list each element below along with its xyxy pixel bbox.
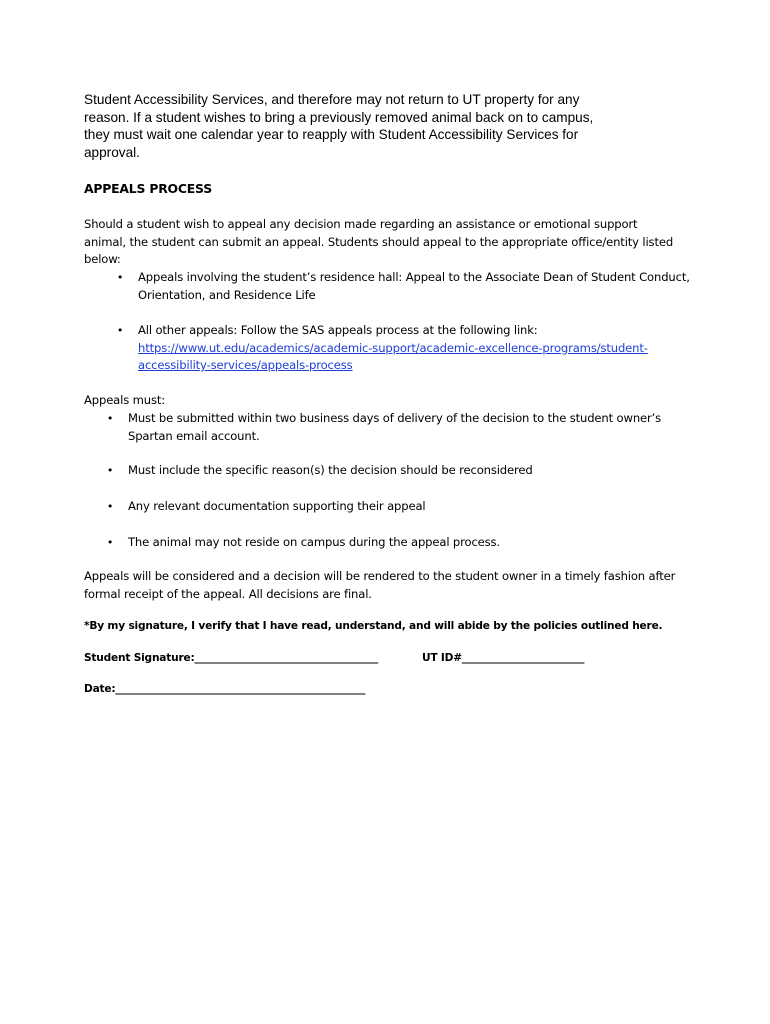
bullet-icon: •	[106, 500, 114, 513]
appeals-heading: APPEALS PROCESS	[84, 181, 212, 196]
appeals-intro-line: animal, the student can submit an appeal. Students should appeal to the appropriate office/entity listed	[84, 234, 674, 249]
appeals-intro-paragraph	[84, 216, 704, 269]
appeals-must-label	[84, 392, 704, 410]
student-signature-field[interactable]: Student Signature:____________________________________	[84, 652, 378, 664]
intro-line: Student Accessibility Services, and therefore may not return to UT property for any	[84, 92, 580, 107]
requirement-line: The animal may not reside on campus during the appeal process.	[128, 535, 500, 549]
appeal-option-line: All other appeals: Follow the SAS appeals process at the following link:	[138, 323, 538, 337]
appeal-option-line: Appeals involving the student’s residence hall: Appeal to the Associate Dean of Student Conduct,	[138, 270, 690, 284]
bullet-icon: •	[116, 271, 124, 284]
closing-paragraph	[84, 568, 704, 603]
bullet-icon: •	[106, 464, 114, 477]
ut-id-field[interactable]: UT ID#________________________	[422, 652, 585, 664]
appeals-must-label-text: Appeals must:	[84, 393, 166, 407]
sas-appeals-link[interactable]: accessibility-services/appeals-process	[138, 358, 353, 372]
bullet-icon: •	[106, 412, 114, 425]
closing-line: Appeals will be considered and a decision will be rendered to the student owner in a timely fashion after	[84, 569, 676, 583]
signature-statement: *By my signature, I verify that I have read, understand, and will abide by the policies outlined here.	[84, 620, 663, 632]
requirement-line: Must include the specific reason(s) the decision should be reconsidered	[128, 463, 533, 477]
sas-appeals-link[interactable]: https://www.ut.edu/academics/academic-support/academic-excellence-programs/student-	[138, 340, 648, 355]
closing-line: formal receipt of the appeal. All decisions are final.	[84, 586, 372, 601]
bullet-icon: •	[116, 324, 124, 337]
requirement-line: Must be submitted within two business days of delivery of the decision to the student owner’s	[128, 411, 662, 425]
appeals-intro-line: below:	[84, 252, 121, 266]
intro-line: reason. If a student wishes to bring a previously removed animal back on to campus,	[84, 109, 594, 125]
intro-paragraph	[84, 91, 704, 161]
appeals-intro-line: Should a student wish to appeal any decision made regarding an assistance or emotional support	[84, 217, 638, 231]
intro-line: they must wait one calendar year to reapply with Student Accessibility Services for	[84, 127, 579, 142]
appeal-option-line: Orientation, and Residence Life	[138, 287, 316, 302]
bullet-icon: •	[106, 536, 114, 549]
requirement-line: Any relevant documentation supporting their appeal	[128, 499, 426, 513]
date-field[interactable]: Date:_________________________________________________	[84, 683, 366, 695]
intro-line: approval.	[84, 144, 140, 160]
requirement-line: Spartan email account.	[128, 428, 260, 443]
